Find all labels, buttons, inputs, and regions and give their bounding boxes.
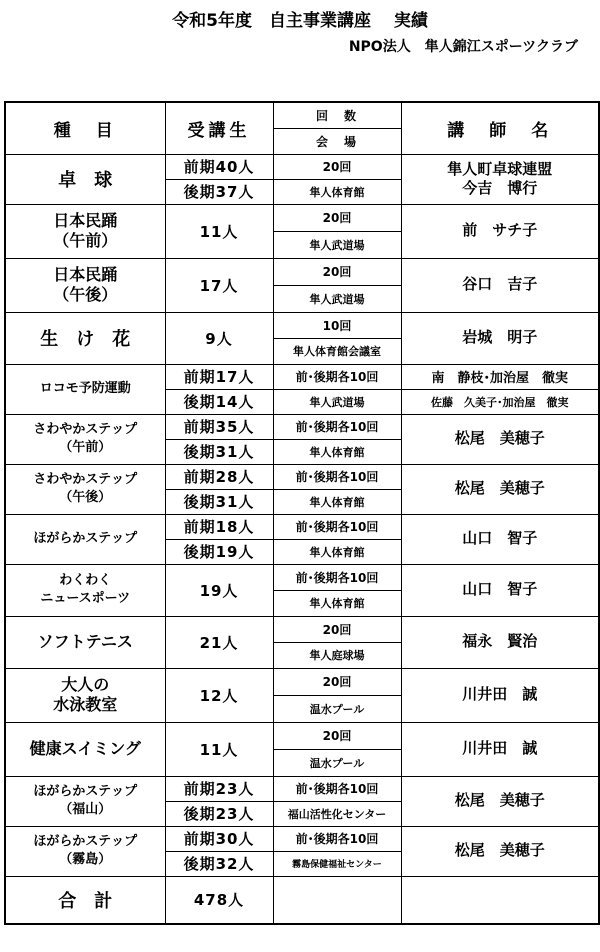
students-total: 17人 [165, 258, 273, 312]
organization-name: NPO法人 隼人錦江スポーツクラブ [348, 39, 578, 55]
venue: 霧島保健福祉センター [273, 851, 401, 876]
students-first: 前期35人 [165, 414, 273, 439]
session-count: 前･後期各10回 [273, 514, 401, 539]
total-empty-cell [401, 876, 599, 924]
instructor-name: 佐藤 久美子･加治屋 徹実 [401, 389, 599, 414]
header-instructor: 講 師 名 [401, 102, 599, 154]
page-title: 令和5年度 自主事業講座 実績 [172, 11, 428, 31]
instructor-name: 松尾 美穂子 [401, 414, 599, 464]
venue: 隼人庭球場 [273, 642, 401, 668]
results-table [4, 101, 600, 925]
instructor-name: 川井田 誠 [401, 668, 599, 722]
session-count: 20回 [273, 204, 401, 231]
header-students: 受講生 [165, 102, 273, 154]
header-venue: 会 場 [273, 128, 401, 154]
instructor-name: 山口 智子 [401, 514, 599, 564]
instructor-name: 岩城 明子 [401, 312, 599, 364]
venue: 隼人体育館 [273, 439, 401, 464]
course-name: さわやかステップ （午前） [5, 414, 165, 464]
course-name: 大人の 水泳教室 [5, 668, 165, 722]
instructor-name: 山口 智子 [401, 564, 599, 616]
instructor-name: 福永 賢治 [401, 616, 599, 668]
students-total: 19人 [165, 564, 273, 616]
students-first: 前期18人 [165, 514, 273, 539]
course-name: 日本民踊 （午後） [5, 258, 165, 312]
venue: 温水プール [273, 695, 401, 722]
students-first: 前期17人 [165, 364, 273, 389]
students-second: 後期19人 [165, 539, 273, 564]
students-second: 後期23人 [165, 801, 273, 826]
students-first: 前期23人 [165, 776, 273, 801]
instructor-name: 南 静枝･加治屋 徹実 [401, 364, 599, 389]
course-name: ロコモ予防運動 [5, 364, 165, 414]
header-category: 種 目 [5, 102, 165, 154]
students-second: 後期32人 [165, 851, 273, 876]
course-name: さわやかステップ （午後） [5, 464, 165, 514]
session-count: 20回 [273, 616, 401, 642]
session-count: 前･後期各10回 [273, 564, 401, 590]
session-count: 20回 [273, 258, 401, 285]
venue: 隼人体育館 [273, 590, 401, 616]
students-total: 21人 [165, 616, 273, 668]
students-first: 前期30人 [165, 826, 273, 851]
session-count: 前･後期各10回 [273, 464, 401, 489]
instructor-name: 隼人町卓球連盟 今吉 博行 [401, 154, 599, 204]
venue: 隼人武道場 [273, 231, 401, 258]
session-count: 前･後期各10回 [273, 776, 401, 801]
session-count: 20回 [273, 154, 401, 179]
session-count: 前･後期各10回 [273, 364, 401, 389]
students-total: 11人 [165, 204, 273, 258]
total-empty-cell [273, 876, 401, 924]
header-count: 回 数 [273, 102, 401, 128]
session-count: 20回 [273, 668, 401, 695]
venue: 隼人体育館会議室 [273, 338, 401, 364]
session-count: 10回 [273, 312, 401, 338]
venue: 隼人体育館 [273, 179, 401, 204]
course-name: ソフトテニス [5, 616, 165, 668]
students-second: 後期37人 [165, 179, 273, 204]
course-name: わくわく ニュースポーツ [5, 564, 165, 616]
instructor-name: 松尾 美穂子 [401, 464, 599, 514]
students-second: 後期31人 [165, 489, 273, 514]
students-second: 後期14人 [165, 389, 273, 414]
course-name: 日本民踊 （午前） [5, 204, 165, 258]
course-name: ほがらかステップ （福山） [5, 776, 165, 826]
course-name: ほがらかステップ （霧島） [5, 826, 165, 876]
session-count: 20回 [273, 722, 401, 749]
students-total: 9人 [165, 312, 273, 364]
instructor-name: 前 サチ子 [401, 204, 599, 258]
venue: 隼人武道場 [273, 389, 401, 414]
students-total: 11人 [165, 722, 273, 776]
course-name: 生 け 花 [5, 312, 165, 364]
instructor-name: 川井田 誠 [401, 722, 599, 776]
instructor-name: 松尾 美穂子 [401, 826, 599, 876]
students-first: 前期28人 [165, 464, 273, 489]
session-count: 前･後期各10回 [273, 826, 401, 851]
venue: 福山活性化センター [273, 801, 401, 826]
venue: 隼人体育館 [273, 539, 401, 564]
course-name: ほがらかステップ [5, 514, 165, 564]
instructor-name: 松尾 美穂子 [401, 776, 599, 826]
course-name: 健康スイミング [5, 722, 165, 776]
students-total: 12人 [165, 668, 273, 722]
total-label: 合 計 [5, 876, 165, 924]
students-second: 後期31人 [165, 439, 273, 464]
students-first: 前期40人 [165, 154, 273, 179]
venue: 隼人武道場 [273, 285, 401, 312]
total-value: 478人 [165, 876, 273, 924]
course-name: 卓 球 [5, 154, 165, 204]
venue: 温水プール [273, 749, 401, 776]
session-count: 前･後期各10回 [273, 414, 401, 439]
instructor-name: 谷口 吉子 [401, 258, 599, 312]
venue: 隼人体育館 [273, 489, 401, 514]
